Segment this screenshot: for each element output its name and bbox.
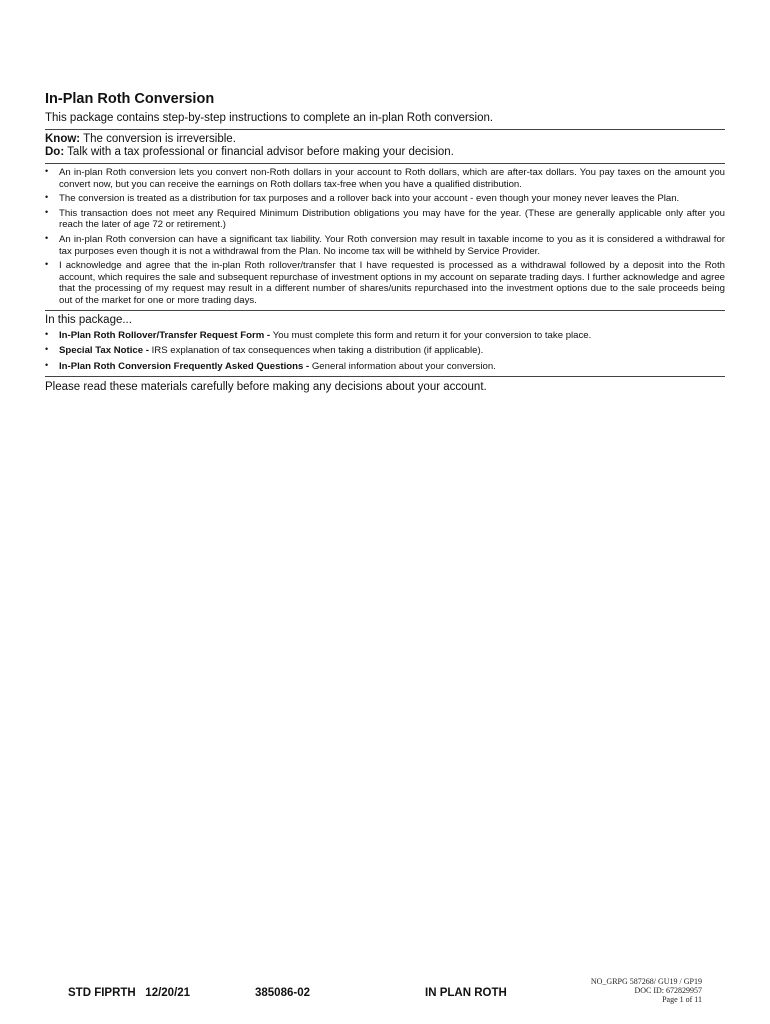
info-bullet-list	[45, 167, 725, 307]
document-meta: NO_GRPG 587268/ GU19 / GP19 DOC ID: 672829957 Page 1 of 11	[590, 977, 702, 1004]
bullet-icon: •	[45, 192, 49, 203]
divider	[45, 376, 725, 377]
do-text: Talk with a tax professional or financial advisor before making your decision.	[67, 146, 454, 158]
list-item: • The conversion is treated as a distribution for tax purposes and a rollover back into your account - even though your money never leaves the Plan.	[45, 192, 680, 205]
list-item: • An in-plan Roth conversion can have a significant tax liability. Your Roth conversion may result in taxable income to you as it is considered a withdrawal for tax purposes even though it is not a withdrawal from the Plan. No income tax will be withheld by Service Provider.	[45, 232, 725, 257]
list-item: • An in-plan Roth conversion lets you convert non-Roth dollars in your account to Roth dollars, which are after-tax dollars. You pay taxes on the amount you convert now, but you can receive the earnings on Roth dollars tax-free when you have a qualified distribution.	[45, 166, 725, 190]
divider	[45, 310, 725, 311]
package-list	[45, 330, 725, 373]
closing-note: Please read these materials carefully before making any decisions about your account.	[45, 381, 487, 394]
bullet-icon: •	[45, 259, 49, 270]
bullet-icon: •	[45, 344, 49, 355]
bullet-icon: •	[45, 166, 49, 176]
bullet-icon: •	[45, 359, 49, 370]
bullet-icon: •	[45, 206, 49, 217]
package-item: • In-Plan Roth Conversion Frequently Asked Questions - General information about your conversion.	[45, 359, 496, 372]
know-text: The conversion is irreversible.	[83, 133, 236, 145]
page-title: In-Plan Roth Conversion	[45, 91, 215, 107]
document-body	[45, 90, 725, 394]
divider	[45, 163, 725, 164]
form-code: STD FIPRTH 12/20/21	[68, 987, 191, 999]
bullet-icon: •	[45, 232, 49, 243]
list-item: • This transaction does not meet any Required Minimum Distribution obligations you may have for the year. (These are generally applicable only after you reach the later of age 72 or retirement.)	[45, 206, 725, 231]
form-name: IN PLAN ROTH	[425, 987, 507, 999]
do-line	[45, 146, 725, 159]
know-label: Know:	[45, 133, 81, 145]
do-label: Do:	[45, 146, 65, 158]
page-footer	[0, 977, 770, 1015]
bullet-icon: •	[45, 328, 49, 339]
package-heading: In this package...	[45, 313, 132, 326]
divider	[45, 129, 725, 130]
package-item: • In-Plan Roth Rollover/Transfer Request Form - You must complete this form and return it for your conversion to take place.	[45, 328, 592, 341]
form-number: 385086-02	[255, 987, 310, 999]
list-item: • I acknowledge and agree that the in-plan Roth rollover/transfer that I have requested is processed as a withdrawal followed by a deposit into the Roth account, which requires the sale and subsequent repurchase of investment options in my account on separate trading days. I further acknowledge and agree that the processing of my request may result in a different number of shares/units repurchased into the investment options due to the sale proceeds being out of the market for one or more trading days.	[45, 259, 725, 306]
page-subtitle: This package contains step-by-step instructions to complete an in-plan Roth conversion.	[45, 112, 494, 124]
package-item: • Special Tax Notice - IRS explanation of tax consequences when taking a distribution (if applicable).	[45, 344, 484, 357]
know-line	[45, 133, 725, 146]
